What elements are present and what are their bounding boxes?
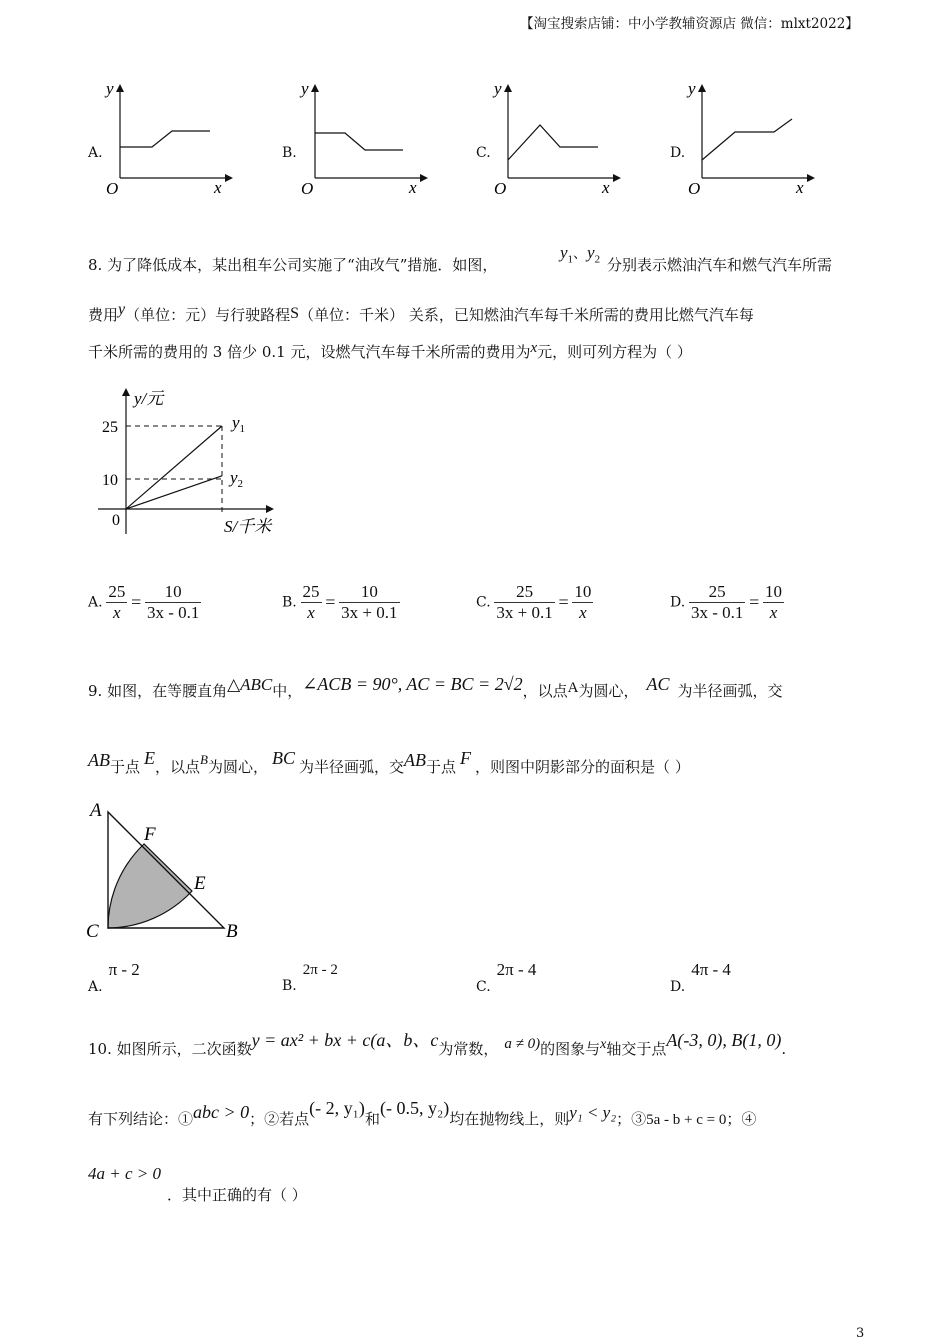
q8-option-d[interactable]: D. $\frac{25}{3x - 0.1}$ = $\frac{10}{x}$ — [670, 582, 783, 622]
q8-tick-25: 25 — [102, 419, 118, 436]
q8-line1-a: 8. 为了降低成本，某出租车公司实施了“油改气”措施．如图， — [88, 256, 498, 274]
q10-line2: 有下列结论：①abc > 0；②若点(- 2, y₁)和(- 0.5, y₂)均在抛物线上，则y₁ < y₂；③5a - b + c = 0；④ — [88, 1098, 757, 1128]
q8-y1-label: $y_1$ — [232, 413, 246, 435]
q9-label-f: F — [144, 824, 156, 845]
q10-line1: 10. 如图所示，二次函数y = ax² + bx + c(a、b、c为常数， a ≠ 0)的图象与x轴交于点A(-3, 0), B(1, 0). — [88, 1030, 787, 1058]
q7-option-c-letter: C. — [476, 145, 491, 161]
q8-x-axis-label: S/千米 — [224, 517, 272, 536]
q9-option-b[interactable]: B.2π - 2 — [282, 962, 338, 994]
q7d-o-label: O — [688, 179, 701, 198]
q9-figure — [82, 796, 252, 946]
q8-option-b[interactable]: B. $\frac{25}{x}$ = $\frac{10}{3x + 0.1}$ — [282, 582, 398, 622]
q7b-y-label: y — [301, 79, 309, 98]
q8-graph — [96, 384, 296, 544]
q9-label-c: C — [86, 921, 99, 942]
q9-shaded-region — [108, 844, 192, 928]
q8-line3: 千米所需的费用的 3 倍少 0.1 元，设燃气汽车每千米所需的费用为x元，则可列方程为（ ） — [88, 340, 692, 361]
q8-line1-b: 分别表示燃油汽车和燃气汽车所需 — [607, 256, 833, 274]
q8-option-a[interactable]: A. $\frac{25}{x}$ = $\frac{10}{3x - 0.1}$ — [88, 582, 200, 622]
q8-origin: 0 — [112, 512, 120, 529]
q7b-x-label: x — [409, 178, 417, 197]
q9-label-b: B — [226, 921, 238, 942]
q8-line-y2 — [126, 476, 222, 509]
q9-line1: 9. 如图，在等腰直角△ABC中，∠ACB = 90°, AC = BC = 2√2，以点A为圆心， AC 为半径画弧，交 — [88, 674, 783, 700]
q9-option-d[interactable]: D.4π - 4 — [670, 960, 731, 995]
q9-label-e: E — [194, 873, 206, 894]
q7-graph-c — [488, 78, 628, 198]
q7c-x-label: x — [602, 178, 610, 197]
q9-option-c[interactable]: C.2π - 4 — [476, 960, 537, 995]
page-header: 【淘宝搜索店铺：中小学教辅资源店 微信：mlxt2022】 — [520, 16, 859, 32]
q8-option-c[interactable]: C. $\frac{25}{3x + 0.1}$ = $\frac{10}{x}$ — [476, 582, 592, 622]
q10-line3: 4a + c > 0．其中正确的有（ ） — [88, 1164, 307, 1204]
q9-line2: AB于点 E，以点B为圆心， BC 为半径画弧，交AB于点 F ，则图中阴影部分的面积是（ ） — [88, 748, 690, 776]
q7c-y-label: y — [494, 79, 502, 98]
q7a-y-label: y — [106, 79, 114, 98]
q7-graph-b — [295, 78, 435, 198]
q7d-y-label: y — [688, 79, 696, 98]
q7c-o-label: O — [494, 179, 507, 198]
q7-option-a-letter: A. — [88, 145, 103, 161]
q8-line-y1 — [126, 426, 222, 509]
q8-y1-sym: $y_1$、$y_2$ — [560, 243, 601, 266]
q8-tick-10: 10 — [102, 472, 118, 489]
q8-y-axis-label: y/元 — [134, 389, 164, 408]
q7-graph-a — [100, 78, 240, 198]
q7a-x-label: x — [214, 178, 222, 197]
q7-graph-d — [682, 78, 822, 198]
q8-line2: 费用y（单位：元）与行驶路程S（单位：千米） 关系，已知燃油汽车每千米所需的费用比燃气汽车每 — [88, 301, 754, 324]
q7-option-b-letter: B. — [282, 145, 297, 161]
page-number: 3 — [856, 1326, 865, 1341]
q7a-o-label: O — [106, 179, 119, 198]
q7d-x-label: x — [796, 178, 804, 197]
q7-option-d-letter: D. — [670, 145, 686, 161]
q7b-o-label: O — [301, 179, 314, 198]
q8-y2-label: $y_2$ — [230, 468, 244, 490]
q9-label-a: A — [90, 800, 102, 821]
q9-option-a[interactable]: A.π - 2 — [88, 960, 140, 995]
